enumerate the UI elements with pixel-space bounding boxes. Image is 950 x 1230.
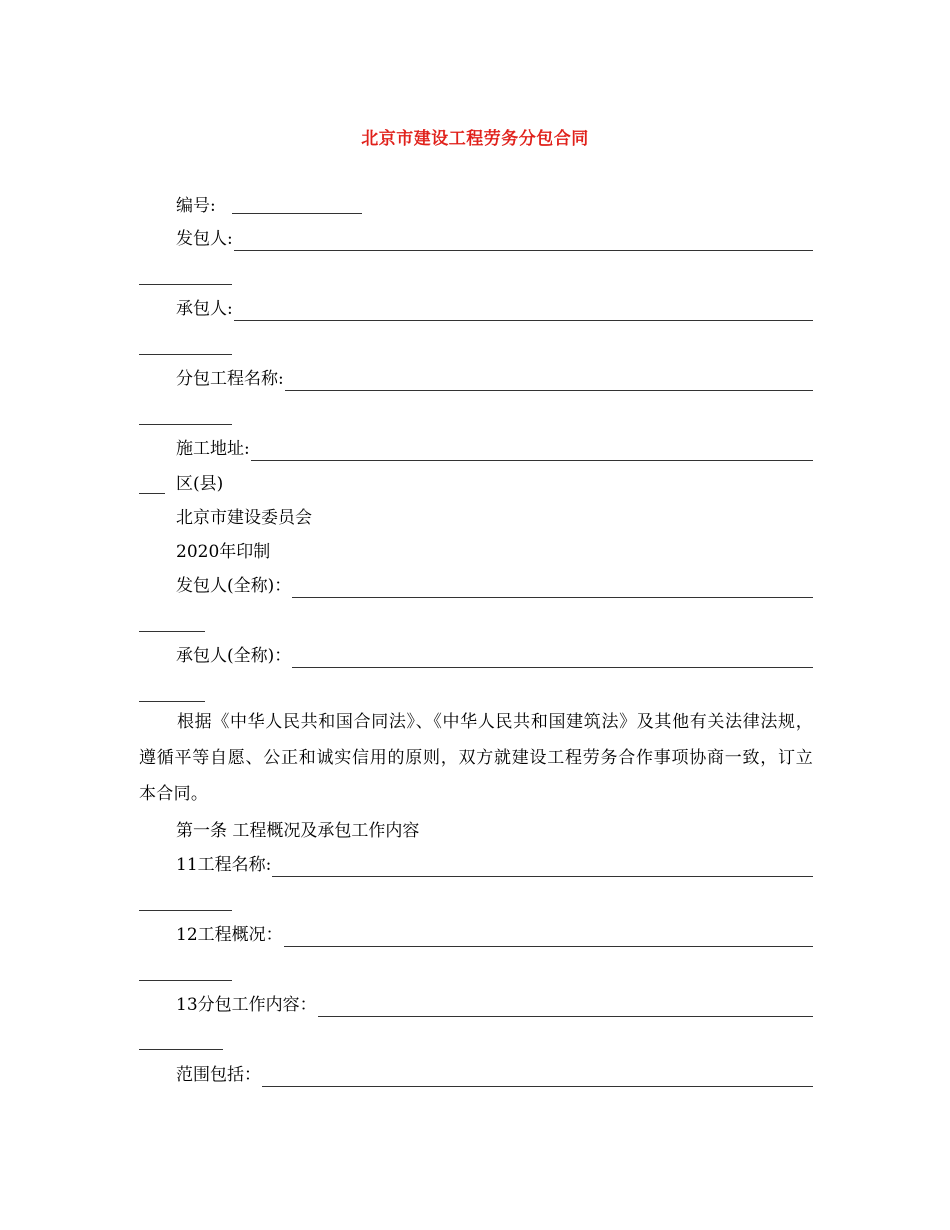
district-blank[interactable]: [139, 492, 165, 494]
item-13-field[interactable]: [176, 993, 813, 1017]
item-11-blank-continued[interactable]: [139, 909, 232, 911]
number-label: 编号:: [176, 196, 216, 216]
site-address-label: 施工地址:: [176, 439, 250, 459]
district-label: 区(县): [176, 474, 224, 494]
contractor-label: 承包人:: [176, 299, 233, 319]
item-13-label: 13分包工作内容：: [176, 995, 317, 1015]
employer-label: 发包人:: [176, 229, 233, 249]
item-12-blank-continued[interactable]: [139, 979, 232, 981]
contractor-full-field[interactable]: [176, 644, 813, 668]
scope-label: 范围包括：: [176, 1065, 261, 1085]
employer-full-label: 发包人(全称)：: [176, 576, 292, 596]
employer-blank-continued[interactable]: [139, 283, 232, 285]
contractor-field[interactable]: [176, 297, 813, 321]
intro-paragraph: 根据《中华人民共和国合同法》、《中华人民共和国建筑法》及其他有关法律法规，遵循平等自愿、公正和诚实信用的原则，双方就建设工程劳务合作事项协商一致，订立本合同。: [139, 712, 813, 804]
item-11-blank[interactable]: [272, 857, 813, 877]
contractor-full-blank-continued[interactable]: [139, 700, 205, 702]
scope-blank[interactable]: [262, 1067, 813, 1087]
item-13-blank[interactable]: [318, 997, 813, 1017]
project-name-field[interactable]: [176, 367, 813, 391]
contractor-full-blank[interactable]: [292, 648, 813, 668]
employer-field[interactable]: [176, 227, 813, 251]
scope-field[interactable]: [176, 1063, 813, 1087]
item-13-blank-continued[interactable]: [139, 1048, 223, 1050]
project-name-label: 分包工程名称:: [176, 369, 284, 389]
item-12-label: 12工程概况：: [176, 925, 283, 945]
employer-blank[interactable]: [234, 231, 813, 251]
employer-full-blank[interactable]: [292, 578, 813, 598]
printed-text: 2020年印制: [176, 542, 271, 562]
item-11-field[interactable]: [176, 853, 813, 877]
article1-heading: 第一条 工程概况及承包工作内容: [176, 821, 420, 841]
site-address-field[interactable]: [176, 437, 813, 461]
item-11-label: 11工程名称:: [176, 855, 272, 875]
contractor-blank[interactable]: [234, 301, 813, 321]
project-name-blank-continued[interactable]: [139, 423, 232, 425]
contractor-blank-continued[interactable]: [139, 353, 232, 355]
project-name-blank[interactable]: [285, 371, 813, 391]
contractor-full-label: 承包人(全称)：: [176, 646, 292, 666]
site-address-blank[interactable]: [251, 441, 813, 461]
number-blank[interactable]: [232, 212, 362, 214]
document-title: 北京市建设工程劳务分包合同: [361, 129, 589, 149]
item-12-field[interactable]: [176, 923, 813, 947]
employer-full-field[interactable]: [176, 574, 813, 598]
issuer-text: 北京市建设委员会: [176, 508, 312, 528]
item-12-blank[interactable]: [284, 927, 813, 947]
employer-full-blank-continued[interactable]: [139, 630, 205, 632]
